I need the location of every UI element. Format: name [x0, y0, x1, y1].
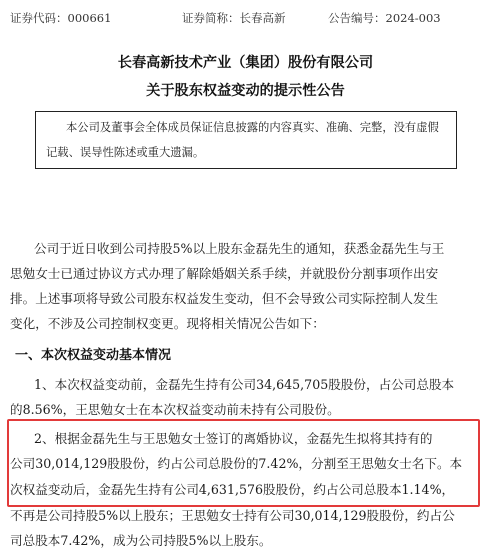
- paragraph-line: 2、根据金磊先生与王思勉女士签订的离婚协议，金磊先生拟将其持有的: [34, 431, 433, 446]
- paragraph-line: 排。上述事项将导致公司股东权益发生变动，但不会导致公司实际控制人发生: [10, 291, 439, 306]
- highlight-annotation-box: [7, 419, 480, 507]
- paragraph-line: 变化，不涉及公司控制权变更。现将相关情况公告如下：: [10, 316, 325, 331]
- disclosure-statement-box: [35, 111, 457, 169]
- paragraph-line: 公司于近日收到公司持股5%以上股东金磊先生的通知，获悉金磊先生与王: [34, 241, 445, 256]
- stock-short-name: 证券简称：长春高新: [182, 11, 286, 25]
- paragraph-line: 不再是公司持股5%以上股东；王思勉女士持有公司30,014,129股股份，约占公: [10, 508, 455, 523]
- section-heading: 一、本次权益变动基本情况: [15, 348, 172, 363]
- document-title: 关于股东权益变动的提示性公告: [146, 83, 345, 99]
- announcement-number: 公告编号：2024-003: [328, 11, 441, 25]
- paragraph-line: 次权益变动后，金磊先生持有公司4,631,576股股份，约占公司总股本1.14%，: [10, 482, 455, 497]
- paragraph-line: 的8.56%，王思勉女士在本次权益变动前未持有公司股份。: [10, 402, 340, 417]
- company-title: 长春高新技术产业（集团）股份有限公司: [117, 55, 374, 71]
- header-meta-bar: [0, 0, 491, 36]
- paragraph-line: 思勉女士已通过协议方式办理了解除婚姻关系手续，并就股份分割事项作出安: [10, 266, 439, 281]
- disclosure-line: 本公司及董事会全体成员保证信息披露的内容真实、准确、完整，没有虚假: [66, 121, 439, 134]
- disclosure-line: 记载、误导性陈述或重大遗漏。: [46, 146, 205, 159]
- paragraph-line: 司总股本7.42%，成为公司持股5%以上股东。: [10, 533, 272, 548]
- stock-code: 证券代码：000661: [10, 11, 112, 25]
- paragraph-line: 1、本次权益变动前，金磊先生持有公司34,645,705股股份，占公司总股本: [34, 377, 455, 392]
- paragraph-line: 公司30,014,129股股份，约占公司总股份的7.42%，分割至王思勉女士名下。本: [10, 456, 463, 471]
